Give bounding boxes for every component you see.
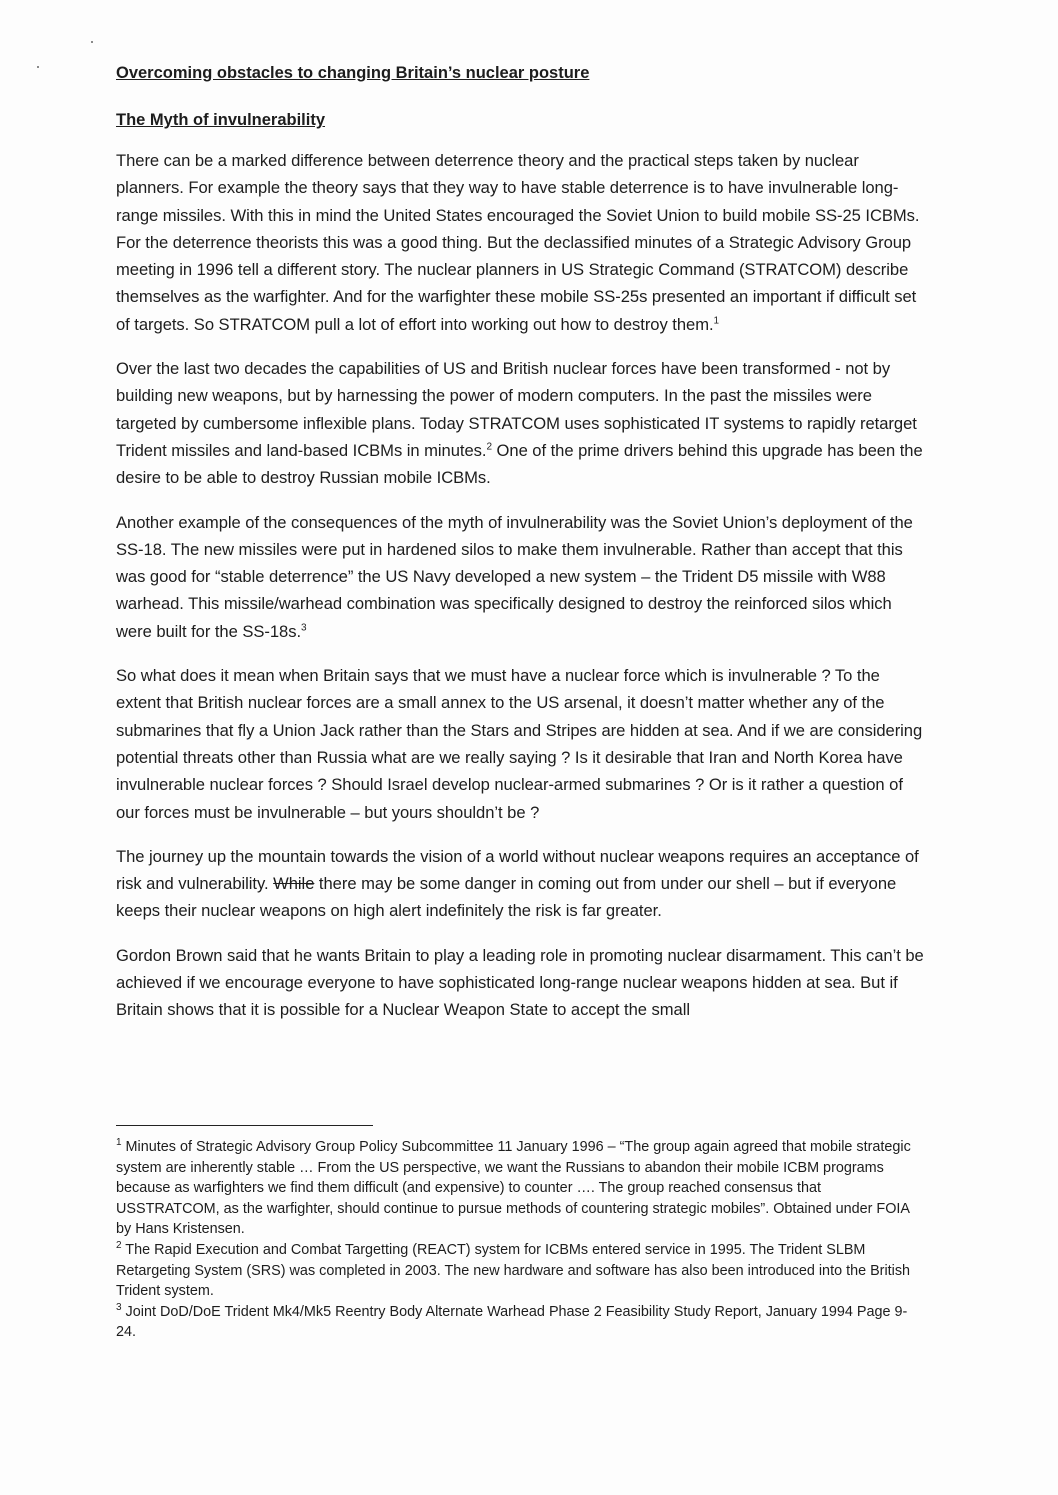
paragraph-2 <box>116 355 928 491</box>
footnote-ref-2: 2 <box>486 441 492 453</box>
paragraph-text: So what does it mean when Britain says that we must have a nuclear force which is invulnerable ? To the extent that British nuclear forces are a small annex to the US arsenal, it doesn’t matter whether any of the submarines that fly a Union Jack rather than the Stars and Stripes are hidden at sea. And if we are considering potential threats other than Russia what are we really saying ? Is it desirable that Iran and North Korea have invulnerable nuclear forces ? Should Israel develop nuclear-armed submarines ? Or is it rather a question of our forces must be invulnerable – but yours shouldn’t be ? <box>116 666 923 822</box>
paragraph-text: There can be a marked difference between deterrence theory and the practical steps taken by nuclear planners. For example the theory says that they way to have stable deterrence is to have invulnerable long-range missiles. With this in mind the United States encouraged the Soviet Union to build mobile SS-25 ICBMs. For the deterrence theorists this was a good thing. But the declassified minutes of a Strategic Advisory Group meeting in 1996 tell a different story. The nuclear planners in US Strategic Command (STRATCOM) describe themselves as the warfighter. And for the warfighter these mobile SS-25s presented an important if difficult set of targets. So STRATCOM pull a lot of effort into working out how to destroy them. <box>116 151 920 334</box>
paragraph-text: Gordon Brown said that he wants Britain to play a leading role in promoting nuclear disarmament. This can’t be achieved if we encourage everyone to have sophisticated long-range nuclear weapons hidden at sea. But if Britain shows that it is possible for a Nuclear Weapon State to accept the small <box>116 945 924 1020</box>
footnote-number: 1 <box>116 1137 122 1149</box>
paragraph-1 <box>116 147 928 338</box>
footnote-number: 2 <box>116 1240 122 1252</box>
section-heading: The Myth of invulnerability <box>116 111 326 129</box>
paragraph-3 <box>116 509 928 645</box>
footnote-3 <box>116 1302 920 1343</box>
footnote-separator <box>116 1125 373 1126</box>
paragraph-6 <box>116 942 928 1024</box>
footnote-text: Joint DoD/DoE Trident Mk4/Mk5 Reentry Body Alternate Warhead Phase 2 Feasibility Study Report, January 1994 Page 9-24. <box>116 1303 908 1341</box>
paragraph-4 <box>116 662 928 826</box>
paragraph-5 <box>116 843 928 925</box>
paragraph-text-continued: there may be some danger in coming out from under our shell – but if everyone keeps their nuclear weapons on high alert indefinitely the risk is far greater. <box>116 874 897 921</box>
footnote-ref-1: 1 <box>713 315 720 327</box>
footnotes <box>116 1137 920 1343</box>
footnote-2 <box>116 1240 920 1302</box>
footnote-number: 3 <box>116 1301 122 1313</box>
scan-speck <box>91 41 93 43</box>
paragraph-text: Another example of the consequences of the myth of invulnerability was the Soviet Union’s deployment of the SS-18. The new missiles were put in hardened silos to make them invulnerable. Rather than accept that this was good for “stable deterrence” the US Navy developed a new system – the Trident D5 missile with W88 warhead. This missile/warhead combination was specifically designed to destroy the reinforced silos which were built for the SS-18s. <box>116 512 913 641</box>
footnote-text: Minutes of Strategic Advisory Group Policy Subcommittee 11 January 1996 – “The group again agreed that mobile strategic system are inherently stable … From the US perspective, we want the Russians to abandon their mobile ICBM programs because as warfighters we find them difficult (and expensive) to counter …. The group reached consensus that USSTRATCOM, as the warfighter, should continue to pursue methods of countering strategic mobiles”. Obtained under FOIA by Hans Kristensen. <box>116 1139 911 1238</box>
struck-word: While <box>273 874 315 894</box>
footnote-1 <box>116 1137 920 1240</box>
paragraph-text: Over the last two decades the capabilities of US and British nuclear forces have been transformed - not by building new weapons, but by harnessing the power of modern computers. In the past the missiles were targeted by cumbersome inflexible plans. Today STRATCOM uses sophisticated IT systems to rapidly retarget Trident missiles and land-based ICBMs in minutes. <box>116 359 917 460</box>
footnote-ref-3: 3 <box>301 622 307 634</box>
footnote-text: The Rapid Execution and Combat Targetting (REACT) system for ICBMs entered service in 1995. The Trident SLBM Retargeting System (SRS) was completed in 2003. The new hardware and software has also been introduced into the British Trident system. <box>116 1241 911 1300</box>
document-body <box>116 62 928 1041</box>
document-title: Overcoming obstacles to changing Britain’s nuclear posture <box>116 64 590 82</box>
scan-speck <box>37 66 39 68</box>
paragraph-text: The journey up the mountain towards the vision of a world without nuclear weapons requires an acceptance of risk and vulnerability. <box>116 846 919 894</box>
paragraph-text-continued: One of the prime drivers behind this upgrade has been the desire to be able to destroy Russian mobile ICBMs. <box>116 440 923 488</box>
